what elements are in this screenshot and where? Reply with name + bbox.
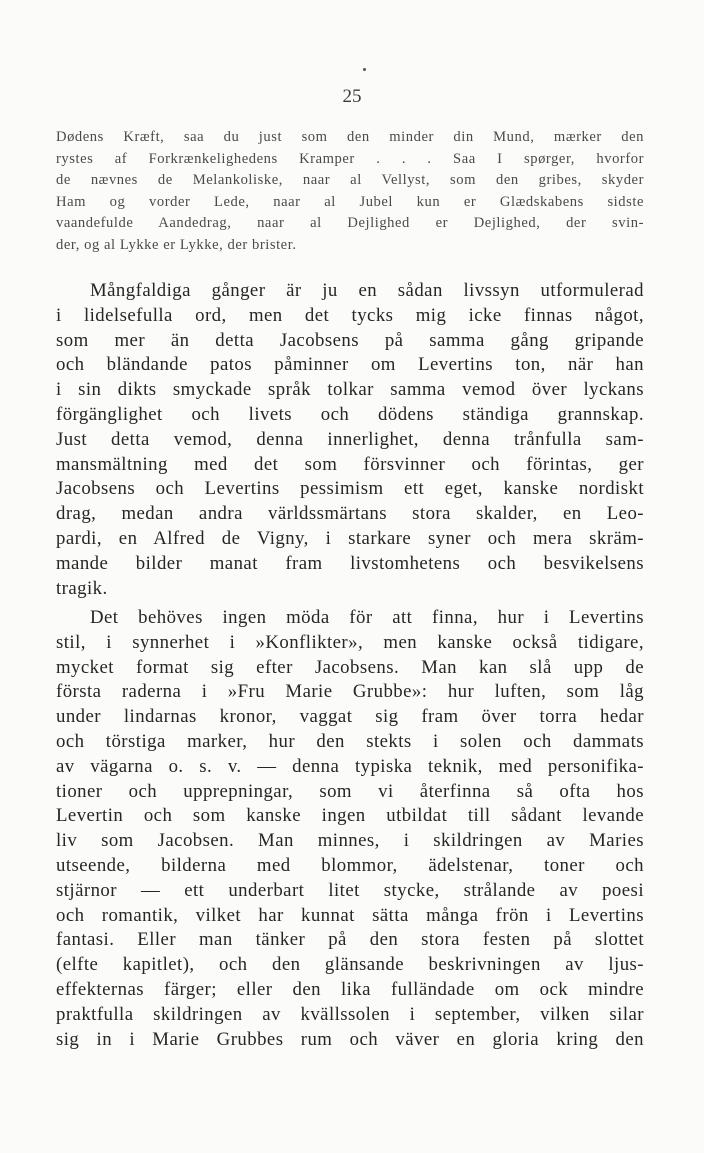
text-line: liv som Jacobsen. Man minnes, i skildringen av Maries — [56, 830, 644, 852]
quote-line: der, og al Lykke er Lykke, der brister. — [56, 236, 297, 253]
text-line: förgänglighet och livets och dödens ständiga grannskap. — [56, 403, 644, 425]
text-line: Levertin och som kanske ingen utbildat till sådant levande — [56, 805, 644, 827]
text-line: drag, medan andra världssmärtans stora skalder, en Leo- — [56, 503, 644, 525]
page-number: 25 — [342, 86, 362, 107]
text-line: mycket format sig efter Jacobsens. Man kan slå upp de — [56, 656, 644, 678]
text-line: av vägarna o. s. v. — denna typiska teknik, med personifika- — [56, 755, 644, 777]
text-line: i sin dikts smyckade språk tolkar samma vemod över lyckans — [56, 379, 644, 401]
text-line: Mångfaldiga gånger är ju en sådan livssyn utformulerad — [90, 280, 644, 301]
text-line: sig in i Marie Grubbes rum och väver en gloria kring den — [56, 1028, 644, 1050]
text-line: i lidelsefulla ord, men det tycks mig icke finnas något, — [56, 304, 644, 326]
quote-line: de nævnes de Melankoliske, naar al Vellyst, som den gribes, skyder — [56, 172, 644, 188]
text-line: första raderna i »Fru Marie Grubbe»: hur luften, som låg — [56, 681, 644, 703]
text-line: stil, i synnerhet i »Konflikter», men kanske också tidigare, — [56, 631, 644, 653]
text-line: som mer än detta Jacobsens på samma gång gripande — [56, 329, 644, 351]
text-line: och romantik, vilket har kunnat sätta många frön i Levertins — [56, 904, 644, 926]
text-line: (elfte kapitlet), och den glänsande beskrivningen av ljus- — [56, 954, 644, 976]
text-line: Just detta vemod, denna innerlighet, denna trånfulla sam- — [56, 428, 644, 450]
paragraph-2 — [56, 606, 644, 1052]
quote-line: Dødens Kræft, saa du just som den minder din Mund, mærker den — [56, 129, 644, 145]
text-line: pardi, en Alfred de Vigny, i starkare syner och mera skräm- — [56, 527, 644, 549]
text-line: praktfulla skildringen av kvällssolen i september, vilken silar — [56, 1003, 644, 1025]
danish-quote — [56, 127, 644, 256]
print-speck — [363, 68, 366, 71]
text-line: stjärnor — ett underbart litet stycke, strålande av poesi — [56, 879, 644, 901]
text-line: mande bilder manat fram livstomhetens och besvikelsens — [56, 552, 644, 574]
quote-line: vaandefulde Aandedrag, naar al Dejlighed er Dejlighed, der svin- — [56, 215, 644, 231]
text-line: tioner och upprepningar, som vi återfinna så ofta hos — [56, 780, 644, 802]
text-line: och bländande patos påminner om Levertins ton, när han — [56, 354, 644, 376]
text-line: Det behöves ingen möda för att finna, hur i Levertins — [90, 607, 644, 628]
text-line: mansmältning med det som försvinner och förintas, ger — [56, 453, 644, 475]
quote-line: Ham og vorder Lede, naar al Jubel kun er Glædskabens sidste — [56, 193, 644, 210]
text-line: under lindarnas kronor, vaggat sig fram över torra hedar — [56, 706, 644, 728]
text-line: Jacobsens och Levertins pessimism ett eget, kanske nordiskt — [56, 478, 644, 500]
text-line: effekternas färger; eller den lika fulländade om ock mindre — [56, 978, 644, 1000]
text-line: utseende, bilderna med blommor, ädelstenar, toner och — [56, 854, 644, 876]
paragraph-1 — [56, 279, 644, 601]
text-line: och törstiga marker, hur den stekts i solen och dammats — [56, 730, 644, 752]
text-line: tragik. — [56, 577, 108, 599]
quote-line: rystes af Forkrænkelighedens Kramper . . . Saa I spørger, hvorfor — [56, 150, 644, 167]
text-line: fantasi. Eller man tänker på den stora festen på slottet — [56, 929, 644, 951]
